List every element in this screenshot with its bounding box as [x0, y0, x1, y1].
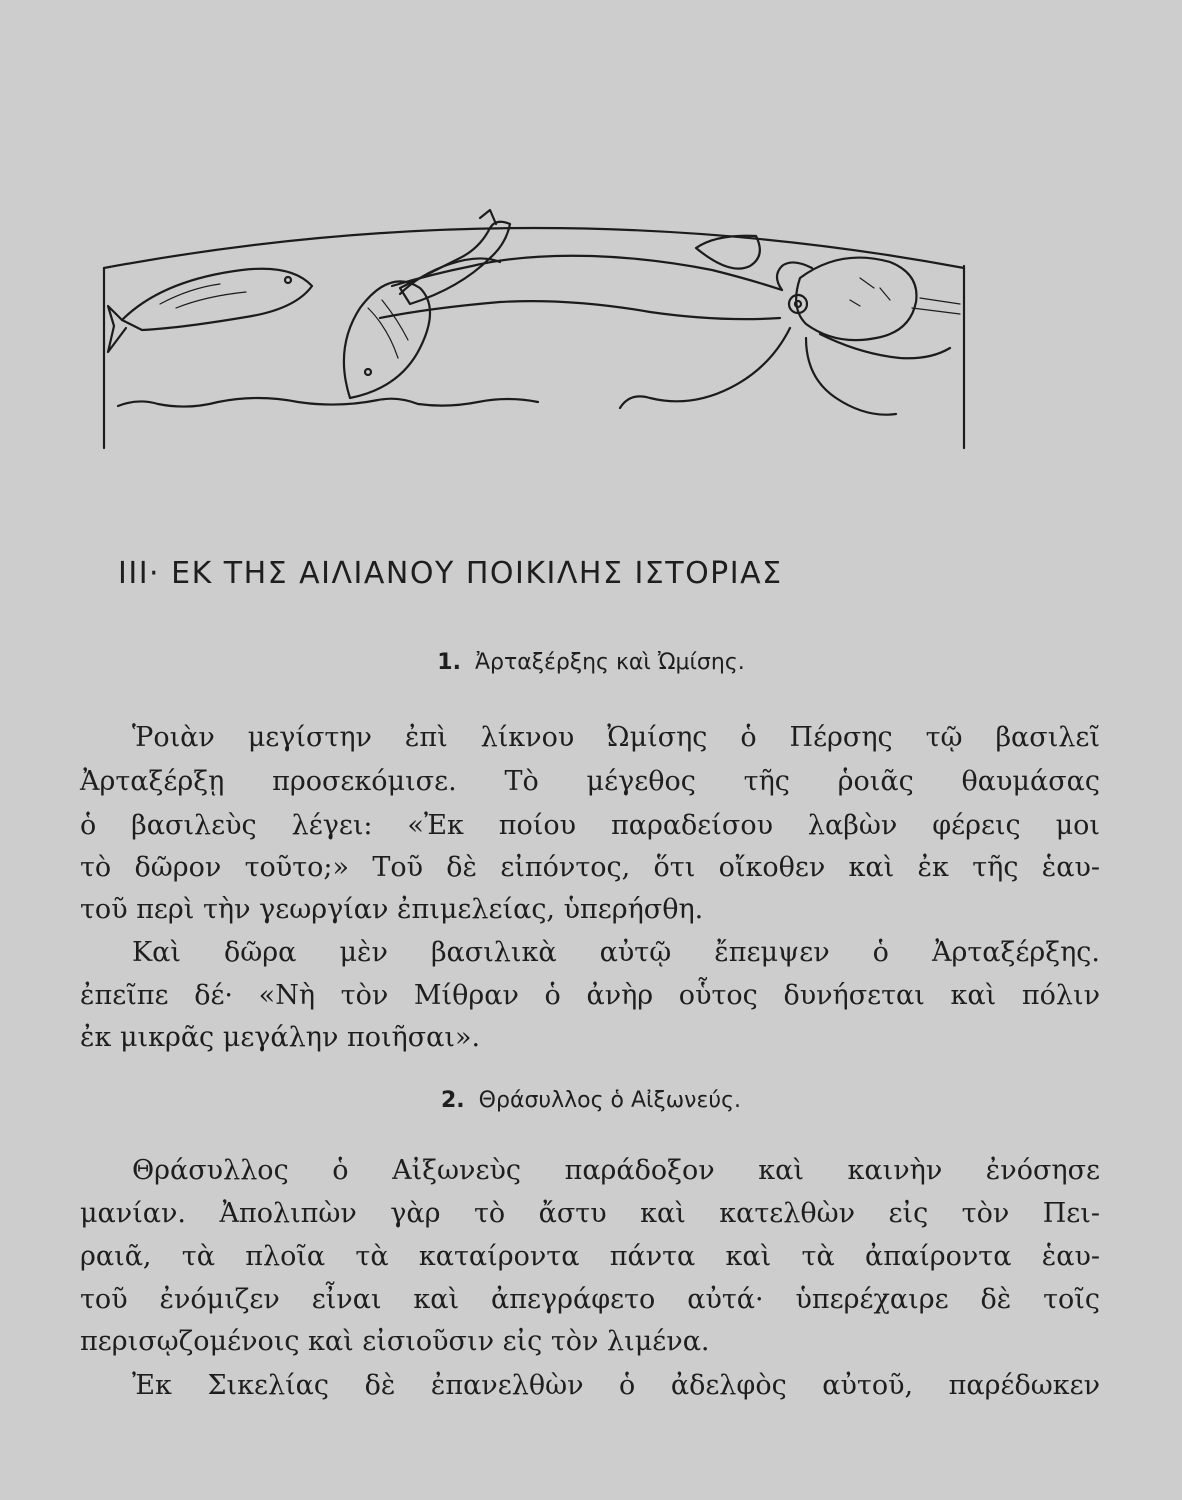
chapter-1-line-5: τοῦ περὶ τὴν γεωργίαν ἐπιμελείας, ὑπερήσθη.	[80, 894, 704, 925]
fish-left	[108, 269, 312, 352]
chapter-1-line-6: Καὶ δῶρα μὲν βασιλικὰ αὐτῷ ἔπεμψεν ὁ Ἀρταξέρξης.	[132, 937, 1100, 968]
rock	[696, 236, 760, 269]
chapter-2-number: 2.	[441, 1088, 465, 1113]
octopus	[380, 256, 950, 415]
chapter-1-line-8: ἐκ μικρᾶς μεγάλην ποιῆσαι».	[80, 1022, 481, 1053]
frame-arc	[104, 228, 964, 268]
chapter-2-heading	[0, 1088, 1182, 1113]
sea-floor	[118, 398, 538, 407]
chapter-2-line-2: μανίαν. Ἀπολιπὼν γὰρ τὸ ἄστυ καὶ κατελθὼν εἰς τὸν Πει-	[80, 1198, 1100, 1229]
chapter-2-line-3: ραιᾶ, τὰ πλοῖα τὰ καταίροντα πάντα καὶ τὰ ἀπαίροντα ἑαυ-	[80, 1241, 1100, 1272]
chapter-2-title: Θράσυλλος ὁ Αἰξωνεύς.	[478, 1088, 741, 1113]
chapter-1-title: Ἀρταξέρξης καὶ Ὠμίσης.	[474, 650, 745, 675]
section-title: III· ΕΚ ΤΗΣ ΑΙΛΙΑΝΟΥ ΠΟΙΚΙΛΗΣ ΙΣΤΟΡΙΑΣ	[118, 556, 783, 591]
chapter-1-line-4: τὸ δῶρον τοῦτο;» Τοῦ δὲ εἰπόντος, ὅτι οἴκοθεν καὶ ἐκ τῆς ἑαυ-	[80, 852, 1100, 883]
fish-octopus-illustration	[100, 208, 970, 458]
chapter-1-line-7: ἐπεῖπε δέ· «Νὴ τὸν Μίθραν ὁ ἀνὴρ οὗτος δυνήσεται καὶ πόλιν	[80, 980, 1100, 1011]
chapter-1-line-2: Ἀρταξέρξῃ προσεκόμισε. Τὸ μέγεθος τῆς ῥοιᾶς θαυμάσας	[80, 766, 1100, 797]
chapter-1-line-1: Ῥοιὰν μεγίστην ἐπὶ λίκνου Ὠμίσης ὁ Πέρσης τῷ βασιλεῖ	[132, 722, 1100, 753]
chapter-1-number: 1.	[437, 650, 461, 675]
chapter-2-line-6: Ἐκ Σικελίας δὲ ἐπανελθὼν ὁ ἀδελφὸς αὐτοῦ, παρέδωκεν	[132, 1370, 1100, 1401]
water-lines	[912, 298, 960, 314]
chapter-1-line-3: ὁ βασιλεὺς λέγει: «Ἐκ ποίου παραδείσου λαβὼν φέρεις μοι	[80, 810, 1100, 841]
chapter-1-heading	[0, 650, 1182, 675]
chapter-2-line-1: Θράσυλλος ὁ Αἰξωνεὺς παράδοξον καὶ καινὴν ἐνόσησε	[132, 1155, 1100, 1186]
fish-captured	[344, 281, 430, 398]
chapter-2-line-4: τοῦ ἐνόμιζεν εἶναι καὶ ἀπεγράφετο αὐτά· ὑπερέχαιρε δὲ τοῖς	[80, 1284, 1100, 1315]
fish-diving	[400, 210, 510, 304]
chapter-2-line-5: περισῳζομένοις καὶ εἰσιοῦσιν εἰς τὸν λιμένα.	[80, 1326, 710, 1357]
